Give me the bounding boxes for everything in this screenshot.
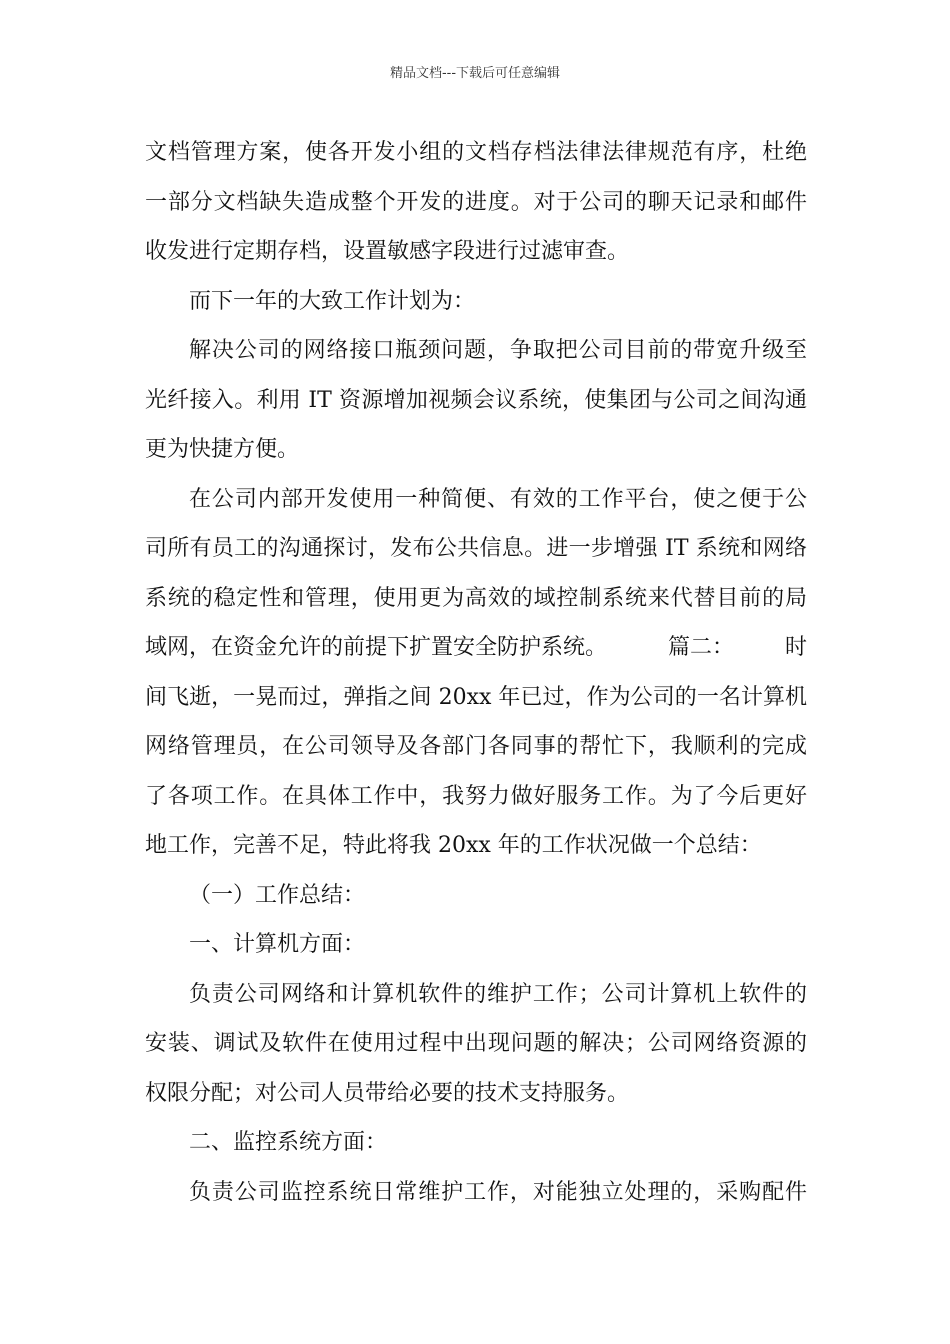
section-heading-inline: 篇二： <box>668 635 735 660</box>
document-body <box>145 128 807 1217</box>
page-header: 精品文档---下载后可任意编辑 <box>389 66 561 81</box>
text-line: 了各项工作。在具体工作中，我努力做好服务工作。为了今后更好 <box>145 783 807 809</box>
text-line: 间飞逝，一晃而过，弹指之间 20xx 年已过，作为公司的一名计算机 <box>145 684 807 710</box>
text-line: 在公司内部开发使用一种简便、有效的工作平台，使之便于公 <box>189 486 807 512</box>
text-line-mixed <box>145 623 807 673</box>
text-line: 司所有员工的沟通探讨，发布公共信息。进一步增强 IT 系统和网络 <box>145 536 807 561</box>
text-line: 收发进行定期存档，设置敏感字段进行过滤审查。 <box>145 239 630 264</box>
text-line: 系统的稳定性和管理，使用更为高效的域控制系统来代替目前的局 <box>145 585 807 611</box>
text-line: 解决公司的网络接口瓶颈问题，争取把公司目前的带宽升级至 <box>189 338 807 363</box>
text-line: 地工作，完善不足，特此将我 20xx 年的工作状况做一个总结： <box>145 833 762 858</box>
section-heading: （一）工作总结： <box>189 882 366 908</box>
text-line: 光纤接入。利用 IT 资源增加视频会议系统，使集团与公司之间沟通 <box>145 387 807 413</box>
text-line: 文档管理方案，使各开发小组的文档存档法律法律规范有序，杜绝 <box>145 140 807 165</box>
text-line: 网络管理员，在公司领导及各部门各同事的帮忙下，我顺利的完成 <box>145 734 807 759</box>
section-heading: 二、监控系统方面： <box>189 1130 388 1155</box>
text-line: 一部分文档缺失造成整个开发的进度。对于公司的聊天记录和邮件 <box>145 189 807 215</box>
text-line: 负责公司网络和计算机软件的维护工作；公司计算机上软件的 <box>189 981 807 1007</box>
text-fragment: 时 <box>784 635 807 660</box>
text-line: 更为快捷方便。 <box>145 437 300 462</box>
text-line: 而下一年的大致工作计划为： <box>189 288 476 314</box>
text-line: 负责公司监控系统日常维护工作，对能独立处理的，采购配件 <box>189 1179 807 1205</box>
text-fragment: 域网，在资金允许的前提下扩置安全防护系统。 <box>145 635 608 660</box>
section-heading: 一、计算机方面： <box>189 932 366 957</box>
text-line: 权限分配；对公司人员带给必要的技术支持服务。 <box>145 1080 630 1106</box>
text-line: 安装、调试及软件在使用过程中出现问题的解决；公司网络资源的 <box>145 1031 807 1056</box>
